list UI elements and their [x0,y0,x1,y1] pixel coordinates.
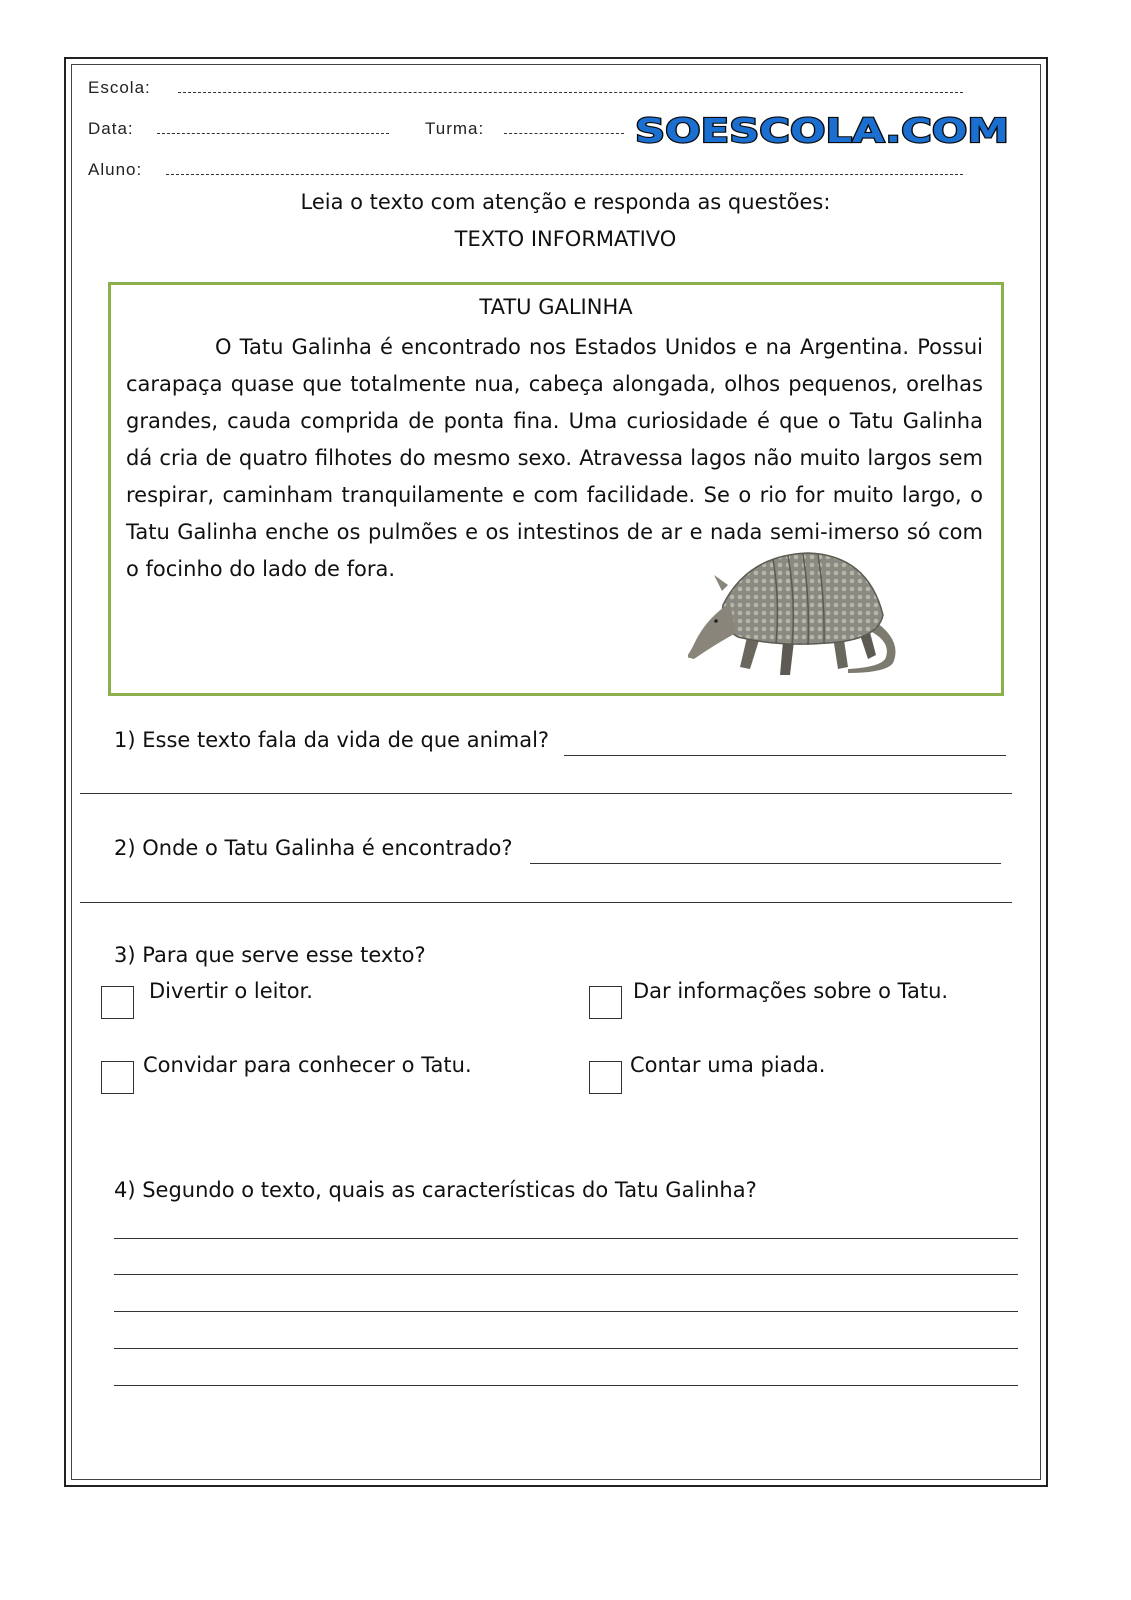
answer-line-4d[interactable] [114,1348,1018,1349]
option-convidar: Convidar para conhecer o Tatu. [143,1053,472,1077]
answer-line-4a[interactable] [114,1238,1018,1239]
question-4: 4) Segundo o texto, quais as características do Tatu Galinha? [114,1178,757,1202]
soescola-logo [633,112,1013,148]
escola-label: Escola: [88,78,151,97]
story-body: O Tatu Galinha é encontrado nos Estados Unidos e na Argentina. Possui carapaça quase que totalmente nua, cabeça alongada, olhos pequenos, orelhas grandes, cauda comprida de ponta fina. Uma curiosidade é que o Tatu Galinha dá cria de quatro filhotes do mesmo sexo. Atravessa lagos não muito largos sem respirar, caminham tranquilamente e com facilidade. Se o rio for muito largo, o Tatu Galinha enche os pulmões e os intestinos de ar e nada semi-imerso só com o focinho do lado de fora. [126,335,983,581]
option-divertir: Divertir o leitor. [149,979,313,1003]
checkbox-dar-informacoes[interactable] [589,986,622,1019]
text-type-heading: TEXTO INFORMATIVO [454,227,677,251]
checkbox-divertir[interactable] [101,986,134,1019]
logo-text: SOESCOLA.COM [635,112,1009,148]
answer-line-2b[interactable] [80,902,1012,903]
armadillo-illustration [688,545,918,685]
question-2: 2) Onde o Tatu Galinha é encontrado? [114,836,513,860]
escola-field[interactable] [178,92,963,93]
answer-line-4b[interactable] [114,1274,1018,1275]
answer-line-1a[interactable] [564,755,1006,756]
instructions: Leia o texto com atenção e responda as questões: [300,190,831,214]
option-contar-piada: Contar uma piada. [630,1053,826,1077]
aluno-label: Aluno: [88,160,143,179]
option-dar-informacoes: Dar informações sobre o Tatu. [633,979,949,1003]
answer-line-2a[interactable] [530,863,1001,864]
aluno-field[interactable] [166,174,963,175]
turma-label: Turma: [425,119,485,138]
checkbox-convidar[interactable] [101,1061,134,1094]
turma-field[interactable] [504,133,624,134]
data-label: Data: [88,119,134,138]
data-field[interactable] [157,133,389,134]
page-border-inner [71,64,1041,1480]
answer-line-1b[interactable] [80,793,1012,794]
story-title: TATU GALINHA [479,295,633,319]
checkbox-contar-piada[interactable] [589,1061,622,1094]
answer-line-4e[interactable] [114,1385,1018,1386]
question-3: 3) Para que serve esse texto? [114,943,426,967]
question-1: 1) Esse texto fala da vida de que animal? [114,728,550,752]
answer-line-4c[interactable] [114,1311,1018,1312]
